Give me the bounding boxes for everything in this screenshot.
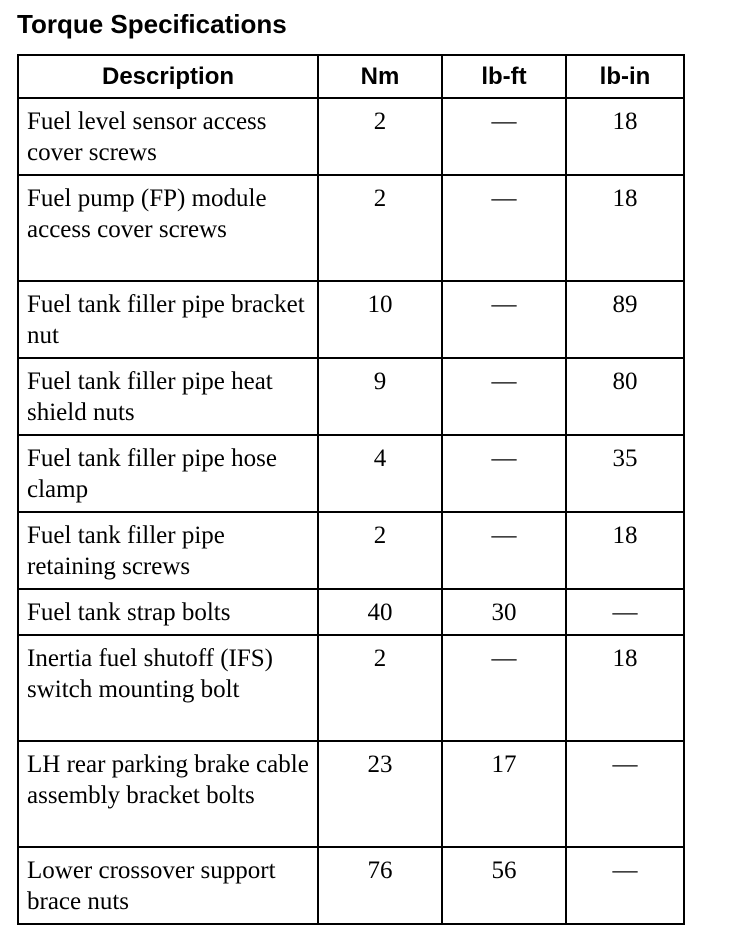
cell-nm: 9 <box>318 358 442 435</box>
torque-spec-table <box>17 54 685 925</box>
cell-description: Fuel level sensor access cover screws <box>18 98 318 175</box>
cell-description: Fuel tank filler pipe hose clamp <box>18 435 318 512</box>
cell-nm: 2 <box>318 635 442 741</box>
cell-lb-ft: 17 <box>442 741 566 847</box>
cell-description: LH rear parking brake cable assembly bracket bolts <box>18 741 318 847</box>
cell-lb-ft: — <box>442 435 566 512</box>
table-row <box>18 435 684 512</box>
cell-description: Fuel tank filler pipe bracket nut <box>18 281 318 358</box>
cell-lb-in: — <box>566 847 684 924</box>
cell-nm: 2 <box>318 512 442 589</box>
header-description: Description <box>18 55 318 98</box>
table-row <box>18 741 684 847</box>
cell-nm: 2 <box>318 175 442 281</box>
cell-lb-in: 89 <box>566 281 684 358</box>
header-lb-ft: lb-ft <box>442 55 566 98</box>
cell-lb-ft: — <box>442 98 566 175</box>
cell-lb-ft: 56 <box>442 847 566 924</box>
cell-nm: 4 <box>318 435 442 512</box>
table-row <box>18 358 684 435</box>
cell-nm: 23 <box>318 741 442 847</box>
cell-lb-in: 18 <box>566 635 684 741</box>
cell-lb-ft: — <box>442 358 566 435</box>
table-header-row <box>18 55 684 98</box>
cell-lb-ft: — <box>442 281 566 358</box>
cell-lb-in: 80 <box>566 358 684 435</box>
header-lb-in: lb-in <box>566 55 684 98</box>
cell-nm: 40 <box>318 589 442 635</box>
cell-description: Fuel tank filler pipe heat shield nuts <box>18 358 318 435</box>
cell-nm: 76 <box>318 847 442 924</box>
cell-description: Inertia fuel shutoff (IFS) switch mounting bolt <box>18 635 318 741</box>
cell-lb-in: 18 <box>566 175 684 281</box>
table-row <box>18 175 684 281</box>
cell-nm: 2 <box>318 98 442 175</box>
cell-lb-in: — <box>566 741 684 847</box>
table-row <box>18 589 684 635</box>
cell-description: Fuel tank filler pipe retaining screws <box>18 512 318 589</box>
cell-lb-ft: — <box>442 512 566 589</box>
cell-lb-in: 18 <box>566 512 684 589</box>
cell-lb-ft: — <box>442 635 566 741</box>
table-row <box>18 512 684 589</box>
cell-lb-in: — <box>566 589 684 635</box>
cell-lb-in: 18 <box>566 98 684 175</box>
table-row <box>18 847 684 924</box>
cell-lb-ft: 30 <box>442 589 566 635</box>
cell-description: Fuel pump (FP) module access cover screws <box>18 175 318 281</box>
cell-description: Fuel tank strap bolts <box>18 589 318 635</box>
cell-lb-in: 35 <box>566 435 684 512</box>
table-row <box>18 98 684 175</box>
page-title: Torque Specifications <box>17 9 287 39</box>
table-row <box>18 281 684 358</box>
header-nm: Nm <box>318 55 442 98</box>
cell-nm: 10 <box>318 281 442 358</box>
table-row <box>18 635 684 741</box>
cell-description: Lower crossover support brace nuts <box>18 847 318 924</box>
cell-lb-ft: — <box>442 175 566 281</box>
